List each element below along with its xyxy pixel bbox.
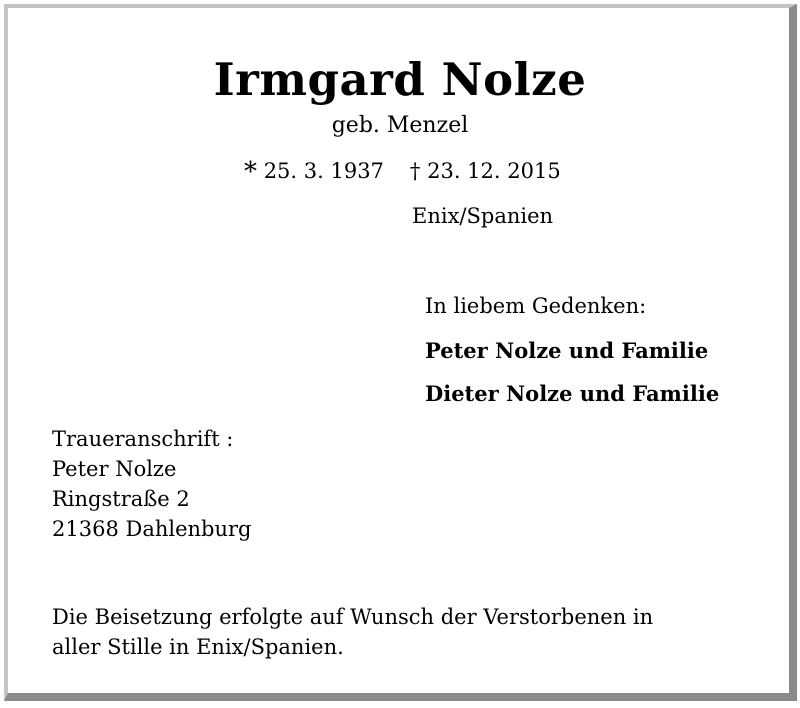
memory-intro: In liebem Gedenken: bbox=[425, 294, 647, 318]
address-heading: Traueranschrift : bbox=[52, 427, 234, 451]
deceased-name: Irmgard Nolze bbox=[213, 53, 587, 106]
funeral-note bbox=[52, 602, 653, 662]
address-line: Peter Nolze bbox=[52, 457, 177, 481]
death-date: 23. 12. 2015 bbox=[427, 159, 561, 183]
birth-date: 25. 3. 1937 bbox=[263, 159, 384, 183]
mourner-line: Peter Nolze und Familie bbox=[425, 338, 709, 363]
address-line: 21368 Dahlenburg bbox=[52, 517, 252, 541]
birth-star-icon: * bbox=[244, 157, 257, 187]
funeral-note-line: aller Stille in Enix/Spanien. bbox=[52, 635, 344, 659]
funeral-note-line: Die Beisetzung erfolgte auf Wunsch der Verstorbenen in bbox=[52, 605, 654, 629]
mourner-line: Dieter Nolze und Familie bbox=[425, 381, 720, 406]
death-cross-icon: † bbox=[409, 159, 421, 183]
death-place: Enix/Spanien bbox=[412, 204, 554, 228]
life-dates bbox=[244, 157, 561, 186]
address-line: Ringstraße 2 bbox=[52, 487, 190, 511]
mourning-address bbox=[52, 424, 251, 544]
maiden-name: geb. Menzel bbox=[331, 113, 469, 138]
